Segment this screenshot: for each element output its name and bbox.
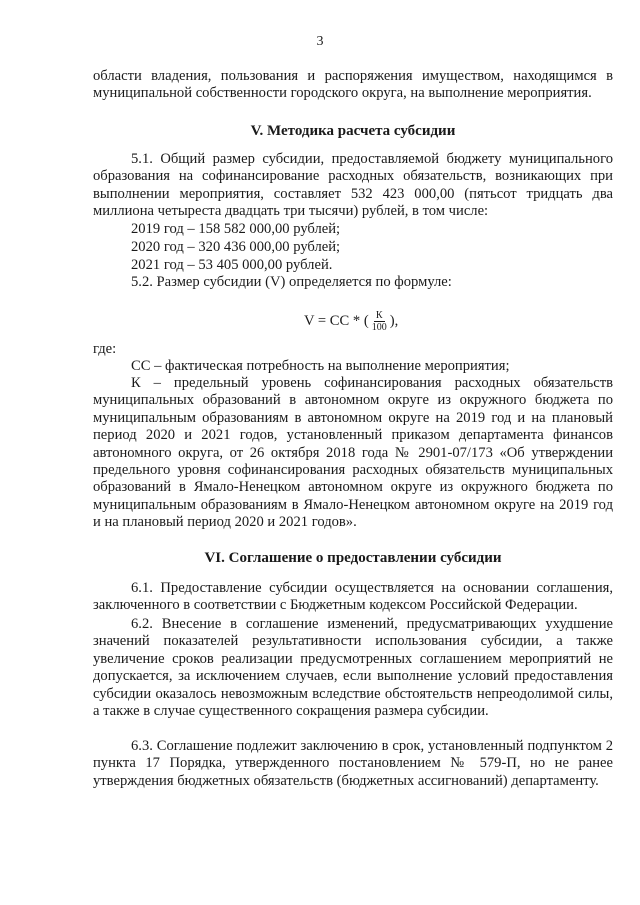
year-amount-2021: 2021 год – 53 405 000,00 рублей. <box>131 257 333 273</box>
page-number: 3 <box>316 34 324 49</box>
formula-left: V = СС * ( <box>304 312 369 329</box>
formula-right: ), <box>389 312 399 329</box>
formula-numerator: К <box>375 310 383 321</box>
year-amount-2020: 2020 год – 320 436 000,00 рублей; <box>131 239 341 255</box>
section-5-title: V. Методика расчета субсидии <box>250 123 456 139</box>
paragraph-6-3: 6.3. Соглашение подлежит заключению в срок, установленный подпунктом 2 пункта 17 Порядка, утвержденного постановлением № 579-П, но не ранее утверждения бюджетных обязательств (бюджетных ассигнований) департаменту. <box>93 738 613 789</box>
paragraph-6-2: 6.2. Внесение в соглашение изменений, предусматривающих ухудшение значений показателей результативности использования субсидии, а также увеличение сроков реализации предусмотренных соглашением мероприятий не допускается, за исключением случаев, если выполнение условий предоставления субсидии оказалось невозможным вследствие обстоятельств непреодолимой силы, а также в случае существенного сокращения размера субсидии. <box>93 616 613 720</box>
definition-k: К – предельный уровень софинансирования расходных обязательств муниципальных образований в автономном округе из окружного бюджета по муниципальным образованиям в автономном округе на 2019 год и на плановый период 2020 и 2021 годов, установленный приказом департамента финансов автономного округа, от 26 октября 2018 года № 2901-07/173 «Об утверждении предельного уровня софинансирования расходных обязательств муниципальных образований в Ямало-Ненецком автономном округе из окружного бюджета по муниципальным образованиям в Ямало-Ненецком автономном округе на 2019 год и на плановый период 2020 и 2021 годов». <box>93 375 613 531</box>
intro-paragraph: области владения, пользования и распоряжения имуществом, находящимся в муниципальной собственности городского округа, на выполнение мероприятия. <box>93 68 613 102</box>
paragraph-6-1: 6.1. Предоставление субсидии осуществляется на основании соглашения, заключенного в соответствии с Бюджетным кодексом Российской Федерации. <box>93 580 613 614</box>
paragraph-5-1: 5.1. Общий размер субсидии, предоставляемой бюджету муниципального образования на софинансирование расходных обязательств, возникающих при выполнении мероприятия, составляет 532 423 000,00 (пятьсот тридцать два миллиона четыреста двадцать три тысячи) рублей, в том числе: <box>93 151 613 220</box>
formula-denominator: 100 <box>371 322 387 333</box>
subsidy-formula <box>304 310 398 333</box>
formula-fraction <box>370 310 389 333</box>
paragraph-5-2: 5.2. Размер субсидии (V) определяется по формуле: <box>131 274 452 290</box>
section-6-title: VI. Соглашение о предоставлении субсидии <box>204 550 502 566</box>
where-label: где: <box>93 341 117 357</box>
definition-cc: СС – фактическая потребность на выполнение мероприятия; <box>131 358 510 374</box>
year-amount-2019: 2019 год – 158 582 000,00 рублей; <box>131 221 341 237</box>
